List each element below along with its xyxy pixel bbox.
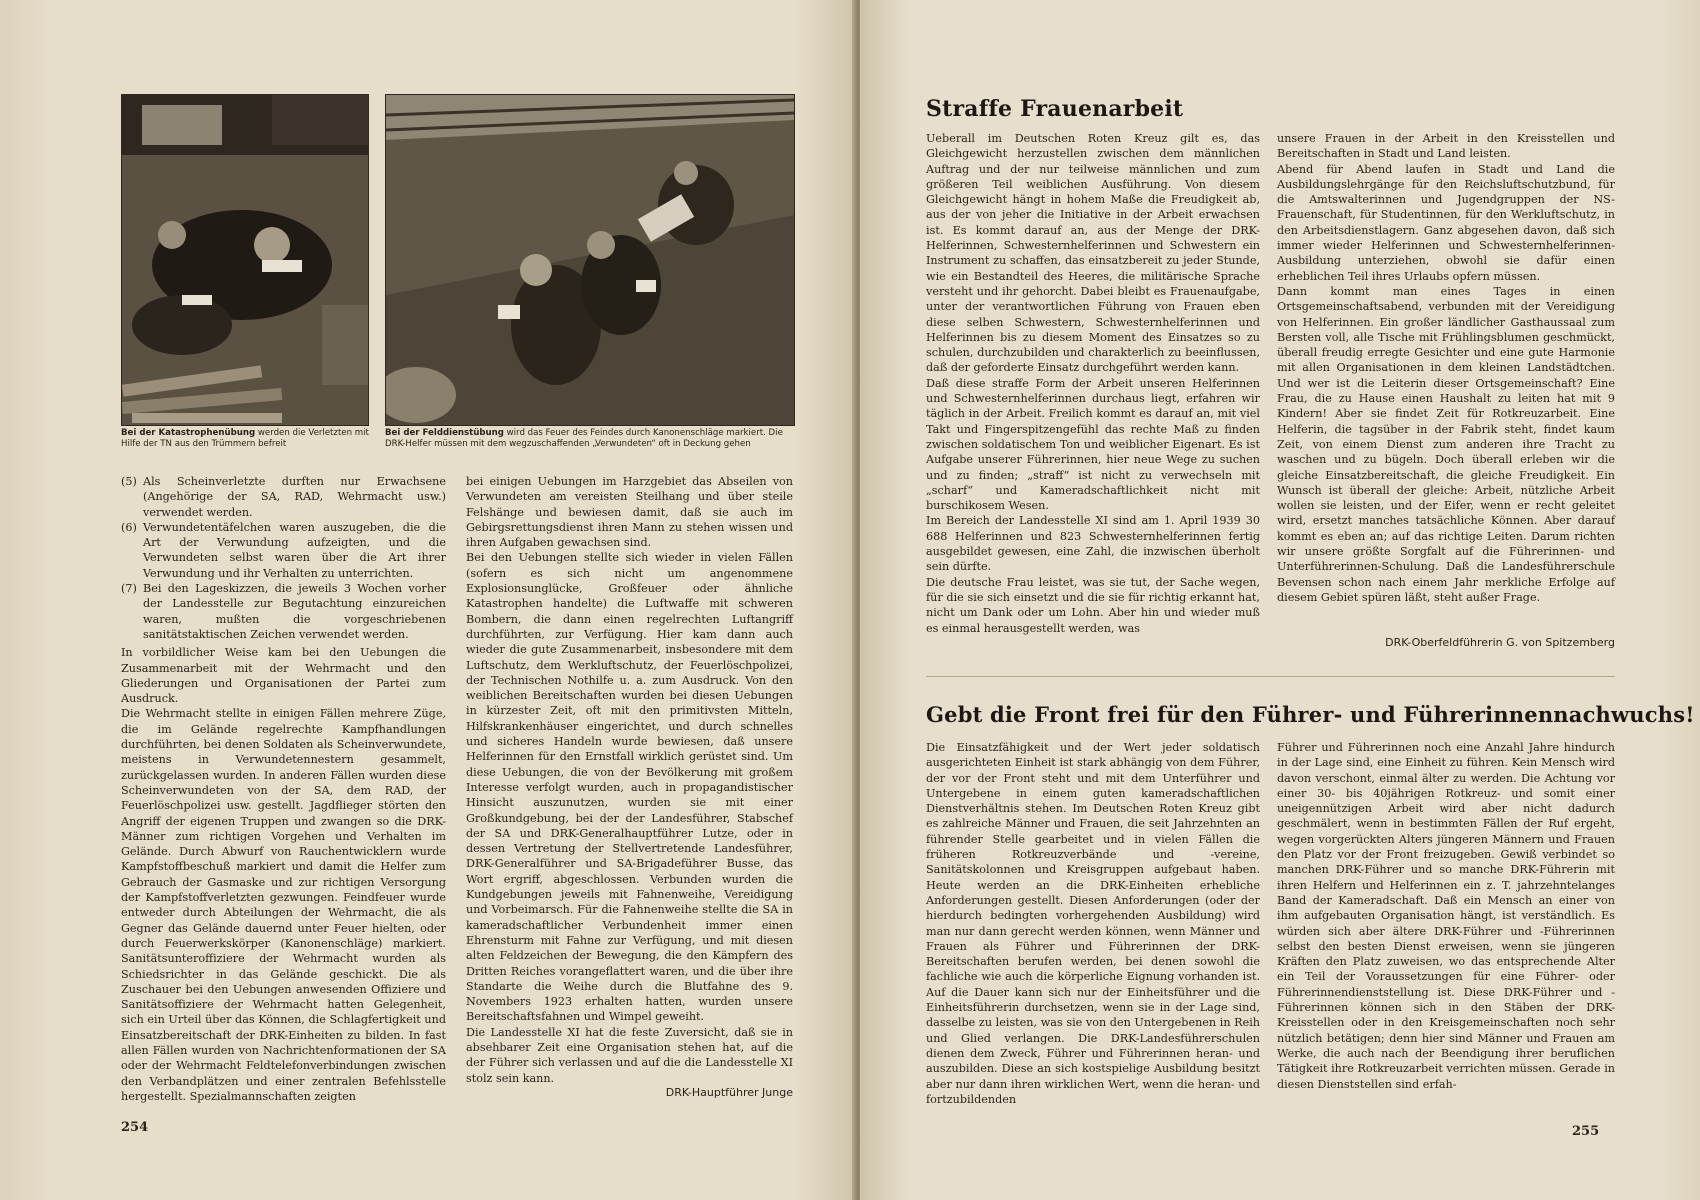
left-column-2 [466, 474, 793, 1086]
list-text: Als Scheinverletzte durften nur Erwachsene (Angehörige der SA, RAD, Wehrmacht usw.) verwendet werden. [143, 475, 446, 519]
paragraph: Bei den Uebungen stellte sich wieder in vielen Fällen (sofern es sich nicht um angenommene Explosionsunglücke, Großfeuer oder ähnliche Katastrophen handelte) die Luftwaffe mit schweren Bombern, die dann einen regelrechten Luftangriff durchführten, zur Verfügung. Hier kam dann auch wieder die gute Zusammenarbeit, insbesondere mit dem Luftschutz, dem Werkluftschutz, der Feuerlöschpolizei, der Technischen Nothilfe u. a. zum Ausdruck. Von den weiblichen Bereitschaften wurden bei diesen Uebungen in kürzester Zeit, oft mit den primitivsten Mitteln, Hilfskrankenhäuser eingerichtet, und durch schnelles und sicheres Handeln wurde bewiesen, daß unsere Helferinnen für den Ernstfall wirklich gerüstet sind. Um diese Uebungen, die von der Bevölkerung mit großem Interesse verfolgt wurden, auch in propagandistischer Hinsicht auszunutzen, wurden sie mit einer Großkundgebung, bei der der Landesführer, Stabschef der SA und DRK-Generalhauptführer Lutze, oder in dessen Vertretung der Stellvertretende Landesführer, DRK-Generalführer und SA-Brigadeführer Busse, das Wort ergriff, abgeschlossen. Verbunden wurden die Kundgebungen jeweils mit Fahnenweihe, Vereidigung und Vorbeimarsch. Für die Fahnenweihe stellte die SA in kameradschaftlicher Verbundenheit immer einen Ehrensturm mit Fahne zur Verfügung, und mit diesen alten Feldzeichen der Bewegung, die den Kämpfern des Dritten Reiches vorangeflattert waren, und die über ihre Standarte die Weihe durch die Blutfahne des 9. Novembers 1923 erhalten hatten, wurden unsere Bereitschaftsfahnen und Wimpel geweiht. [466, 551, 793, 1024]
right-page [860, 0, 1700, 1200]
page-number-right: 255 [1572, 1124, 1600, 1139]
caption-text: werden die Verletzten mit Hilfe der TN aus den Trümmern befreit [121, 428, 369, 449]
photo-field-exercise [385, 94, 795, 426]
paragraph: Abend für Abend laufen in Stadt und Land die Ausbildungslehrgänge für den Reichsluftschutzbund, für die Amtswalterinnen und Jugendgruppen der NS-Frauenschaft, für Studentinnen, für den Werkluftschutz, in den Arbeitsdienstlagern. Ganz abgesehen davon, daß sich immer wieder Helferinnen und Schwesternhelferinnen-Ausbildung unterziehen, obwohl sie dafür einen erheblichen Teil ihres Urlaubs opfern müssen. [1277, 162, 1615, 283]
paragraph: In vorbildlicher Weise kam bei den Uebungen die Zusammenarbeit mit der Wehrmacht und den Gliederungen und Organisationen der Partei zum Ausdruck. [121, 646, 446, 706]
list-text: Bei den Lageskizzen, die jeweils 3 Wochen vorher der Landesstelle zur Begutachtung einzureichen waren, mußten die vorgeschriebenen sanitätstaktischen Zeichen verwendet werden. [143, 582, 446, 641]
list-item [121, 474, 446, 520]
right-article1-column-2 [1277, 131, 1615, 605]
article-title-gebt-die-front-frei: Gebt die Front frei für den Führer- und Führerinnennachwuchs! [926, 702, 1695, 727]
list-number: (6) [121, 520, 137, 534]
paragraph: Die Einsatzfähigkeit und der Wert jeder soldatisch ausgerichteten Einheit ist stark abhängig von dem Führer, der vor der Front steht und mit dem Unterführer und Untergebene in einem guten kameradschaftlichen Dienstverhältnis stehen. Im Deutschen Roten Kreuz gibt es zahlreiche Männer und Frauen, die seit Jahrzehnten an führender Stelle gearbeitet und in vielen Fällen die früheren Rotkreuzverbände und -vereine, Sanitätskolonnen und Kreisgruppen aufgebaut haben. Heute werden an die DRK-Einheiten erhebliche Anforderungen gestellt. Diesen Anforderungen (oder der hierdurch bedingten vorhergehenden Ausbildung) wird man nur dann gerecht werden können, wenn Männer und Frauen als Führer und Führerinnen der DRK-Bereitschaften berufen werden, bei denen sowohl die fachliche wie auch die körperliche Eignung vorhanden ist. Auf die Dauer kann sich nur der Einheitsführer und die Einheitsführerin durchsetzen, wenn sie in der Lage sind, dasselbe zu leisten, was sie von den Untergebenen in Reih und Glied verlangen. Die DRK-Landesführerschulen dienen dem Zweck, Führer und Führerinnen heran- und auszubilden. Diese an sich kostspielige Ausbildung besitzt aber nur dann ihren wirklichen Wert, wenn die heran- und fortzubildenden [926, 741, 1260, 1106]
paragraph: Daß diese straffe Form der Arbeit unseren Helferinnen und Schwesternhelferinnen durchaus liegt, erfahren wir täglich in der Arbeit. Freilich kommt es darauf an, mit viel Takt und Fingerspitzengefühl das rechte Maß zu finden zwischen soldatischem Ton und weiblicher Eigenart. Es ist Aufgabe unserer Führerinnen, hier neue Wege zu suchen und zu finden; „straff“ ist nicht zu verwechseln mit „scharf“ und Kameradschaftlichkeit nicht mit burschikosem Wesen. [926, 376, 1260, 513]
list-text: Verwundetentäfelchen waren auszugeben, die die Art der Verwundung aufzeigten, und die Verwundeten selbst waren über die Art ihrer Verwundung und ihr Verhalten zu unterrichten. [143, 520, 446, 580]
article-title-straffe-frauenarbeit: Straffe Frauenarbeit [926, 96, 1184, 122]
list-number: (5) [121, 475, 137, 488]
left-column-1 [121, 474, 446, 1104]
signature-junge: DRK-Hauptführer Junge [665, 1086, 793, 1099]
photo-field-exercise-image [386, 95, 794, 425]
list-number: (7) [121, 582, 137, 596]
paragraph: Dann kommt man eines Tages in einen Ortsgemeinschaftsabend, verbunden mit der Vereidigung von Helferinnen. Ein großer ländlicher Gasthaussaal zum Bersten voll, alle Tische mit Frühlingsblumen geschmückt, überall freudig erregte Gesichter und eine gute Harmonie mit allen Organisationen in dem kleinen Landstädtchen. Und wer ist die Leiterin dieser Ortsgemeinschaft? Eine Frau, die zu Hause einen Haushalt zu leiten hat mit 9 Kindern! Aber sie findet Zeit für Rotkreuzarbeit. Eine Helferin, die tagsüber in der Fabrik steht, findet kaum Zeit, von einem Dienst zum anderen ihre Tracht zu waschen und zu bügeln. Doch überall erleben wir die gleiche Einsatzbereitschaft, die gleiche Freudigkeit. Ein Wunsch ist überall der gleiche: Arbeit, nützliche Arbeit wollen sie leisten, und der Eifer, wenn er recht geleitet wird, ersetzt manches tatsächliche Können. Aber darauf kommt es eben an; auf das richtige Leiten. Darum richten wir unsere größte Sorgfalt auf die Führerinnen- und Unterführerinnen-Schulung. Daß die Landesführerschule Bevensen schon nach einem Jahr merkliche Erfolge auf diesem Gebiet spüren läßt, steht außer Frage. [1277, 284, 1615, 604]
right-article1-column-1 [926, 131, 1260, 636]
paragraph: Führer und Führerinnen noch eine Anzahl Jahre hindurch in der Lage sind, eine Einheit zu führen. Kein Mensch wird davon verschont, einmal älter zu werden. Die Achtung vor einer 30- bis 40jährigen Rotkreuz- und somit einer uneigennützigen Arbeit wird aber nicht dadurch geschmälert, wenn in bestimmten Fällen der Ruf ergeht, wegen vorgerückten Alters jüngeren Männern und Frauen den Platz vor der Front freizugeben. Gewiß verbindet so manchen DRK-Führer und so manche DRK-Führerin mit ihren Helfern und Helferinnen ein z. T. jahrzehntelanges Band der Kameradschaft. Daß ein Mensch an einer von ihm aufgebauten Organisation hängt, ist verständlich. Es würden sich aber ältere DRK-Führer und -Führerinnen selbst den besten Dienst erweisen, wenn sie jüngeren Kräften den Platz zuweisen, wo das entsprechende Alter ein Teil der Voraussetzungen für eine Führer- oder Führerinnendienststellung ist. Diese DRK-Führer und -Führerinnen können sich in den Stäben der DRK-Kreisstellen oder in den Kreisgemeinschaften noch sehr nützlich betätigen; denn hier sind Männer und Frauen am Werke, die auch nach der Beendigung ihrer beruflichen Tätigkeit ihre Rotkreuzarbeit verrichten müssen. Gerade in diesen Dienststellen sind erfah- [1277, 741, 1615, 1091]
right-article2-column-2 [1277, 740, 1615, 1092]
paragraph: Die deutsche Frau leistet, was sie tut, der Sache wegen, für die sie sich einsetzt und die sie für richtig erkannt hat, nicht um Dank oder um Lohn. Aber hin und wieder muß es einmal herausgestellt werden, was [926, 575, 1260, 635]
page-number-left: 254 [121, 1120, 149, 1135]
photo-disaster-caption [121, 428, 371, 450]
paragraph: Die Wehrmacht stellte in einigen Fällen mehrere Züge, die im Gelände regelrechte Kampfhandlungen durchführten, bei denen Soldaten als Scheinverwundete, meistens in Verwundetennestern gesammelt, zurückgelassen wurden. In anderen Fällen wurden diese Scheinverwundeten von der SA, dem RAD, der Feuerlöschpolizei usw. gestellt. Jagdflieger störten den Angriff der eigenen Truppen und zwangen so die DRK-Männer zum richtigen Vorgehen und Verhalten im Gelände. Durch Abwurf von Rauchentwicklern wurde Kampfstoffbeschuß markiert und damit die Helfer zum Gebrauch der Gasmaske und zur richtigen Versorgung der Kampfstoffverletzten gezwungen. Feindfeuer wurde entweder durch Abteilungen der Wehrmacht, die als Gegner das Gelände dauernd unter Feuer hielten, oder durch Feuerwerkskörper (Kanonenschläge) markiert. Sanitätsunteroffiziere der Wehrmacht wurden als Schiedsrichter in das Gelände geschickt. Die als Zuschauer bei den Uebungen anwesenden Offiziere und Sanitätsoffiziere der Wehrmacht hatten Gelegenheit, sich ein Urteil über das Können, die Schlagfertigkeit und Einsatzbereitschaft der DRK-Einheiten zu bilden. In fast allen Fällen wurden von Nachrichtenformationen der SA oder der Wehrmacht Feldtelefonverbindungen zwischen den Verbandplätzen und einer zentralen Befehlsstelle hergestellt. Spezialmannschaften zeigten [121, 707, 446, 1103]
caption-text: wird das Feuer des Feindes durch Kanonenschläge markiert. Die DRK-Helfer müssen mit dem wegzuschaffenden „Verwundeten“ oft in Deckung gehen [385, 428, 783, 449]
paragraph: unsere Frauen in der Arbeit in den Kreisstellen und Bereitschaften in Stadt und Land leisten. [1277, 132, 1615, 161]
section-divider [926, 676, 1615, 677]
photo-disaster-exercise-image [122, 95, 368, 425]
list-item [121, 520, 446, 581]
paragraph: Im Bereich der Landesstelle XI sind am 1. April 1939 30 688 Helferinnen und 823 Schwesternhelferinnen fertig ausgebildet gewesen, eine Zahl, die inzwischen überholt sein dürfte. [926, 514, 1260, 574]
caption-bold-label: Bei der Felddienstübung [385, 428, 504, 438]
paragraph: Die Landesstelle XI hat die feste Zuversicht, daß sie in absehbarer Zeit eine Organisation stehen hat, auf die der Führer sich verlassen und auf die die Landesstelle XI stolz sein kann. [466, 1025, 793, 1085]
paragraph: bei einigen Uebungen im Harzgebiet das Abseilen von Verwundeten am vereisten Steilhang und über steile Felshänge und bewiesen damit, daß sie auch im Gebirgsrettungsdienst ihren Mann zu stehen wissen und ihren Aufgaben gewachsen sind. [466, 475, 793, 550]
signature-spitzemberg: DRK-Oberfeldführerin G. von Spitzemberg [1385, 636, 1615, 649]
right-article2-column-1 [926, 740, 1260, 1107]
list-item [121, 581, 446, 642]
caption-bold-label: Bei der Katastrophenübung [121, 428, 256, 438]
paragraph: Ueberall im Deutschen Roten Kreuz gilt es, das Gleichgewicht herzustellen zwischen dem männlichen Auftrag und der nur teilweise männlichen und zum größeren Teil weiblichen Ausführung. Von diesem Gleichgewicht hängt in hohem Maße die Freudigkeit ab, aus der von jeher die Initiative in der Arbeit erwachsen ist. Es kommt darauf an, aus der Menge der DRK-Helferinnen, Schwesternhelferinnen und Schwestern ein Instrument zu schaffen, das einsatzbereit zu jeder Stunde, wie ein Bestandteil des Heeres, die militärische Sprache versteht und ihr gehorcht. Dabei bleibt es Frauenaufgabe, unter der verantwortlichen Führung von Frauen eben diese selben Schwestern, Schwesternhelferinnen und Helferinnen bis zu diesem Moment des Einsatzes so zu schulen, durchzubilden und charakterlich zu beeinflussen, daß der geforderte Einsatz durchgeführt werden kann. [926, 132, 1260, 375]
photo-field-caption [385, 428, 797, 450]
photo-disaster-exercise [121, 94, 369, 426]
